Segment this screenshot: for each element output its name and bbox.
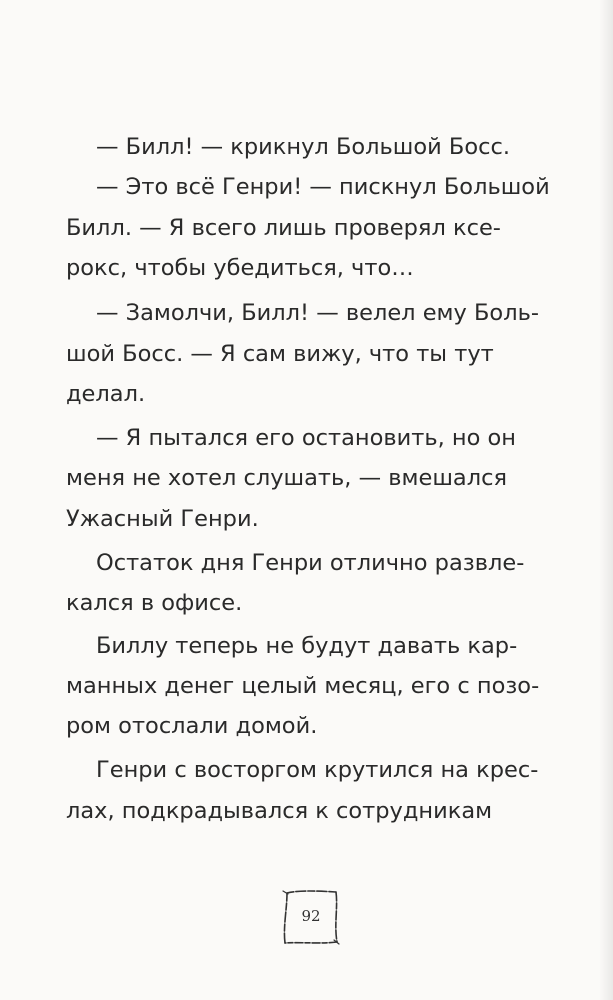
- text-line: манных денег целый месяц, его с позо-: [66, 673, 540, 699]
- text-line: кался в офисе.: [66, 590, 243, 616]
- text-line: Биллу теперь не будут давать кар-: [96, 633, 518, 659]
- text-line: делал.: [66, 381, 146, 407]
- text-line: Генри с восторгом крутился на крес-: [96, 757, 539, 783]
- text-line: лах, подкрадывался к сотрудникам: [66, 798, 493, 824]
- text-line: меня не хотел слушать, — вмешался: [66, 465, 507, 491]
- page-number: 92: [301, 907, 321, 925]
- page-number-frame: [279, 887, 343, 947]
- text-line: — Это всё Генри! — пискнул Большой: [96, 174, 550, 200]
- text-line: Билл. — Я всего лишь проверял ксе-: [66, 215, 501, 241]
- text-line: ром отослали домой.: [66, 713, 318, 739]
- text-line: — Я пытался его остановить, но он: [96, 425, 516, 451]
- text-line: Ужасный Генри.: [66, 506, 259, 532]
- text-line: Остаток дня Генри отлично развле-: [96, 550, 525, 576]
- text-line: — Билл! — крикнул Большой Босс.: [96, 134, 511, 160]
- text-line: — Замолчи, Билл! — велел ему Боль-: [96, 300, 539, 326]
- text-line: шой Босс. — Я сам вижу, что ты тут: [66, 341, 494, 367]
- text-line: рокс, чтобы убедиться, что…: [66, 255, 414, 281]
